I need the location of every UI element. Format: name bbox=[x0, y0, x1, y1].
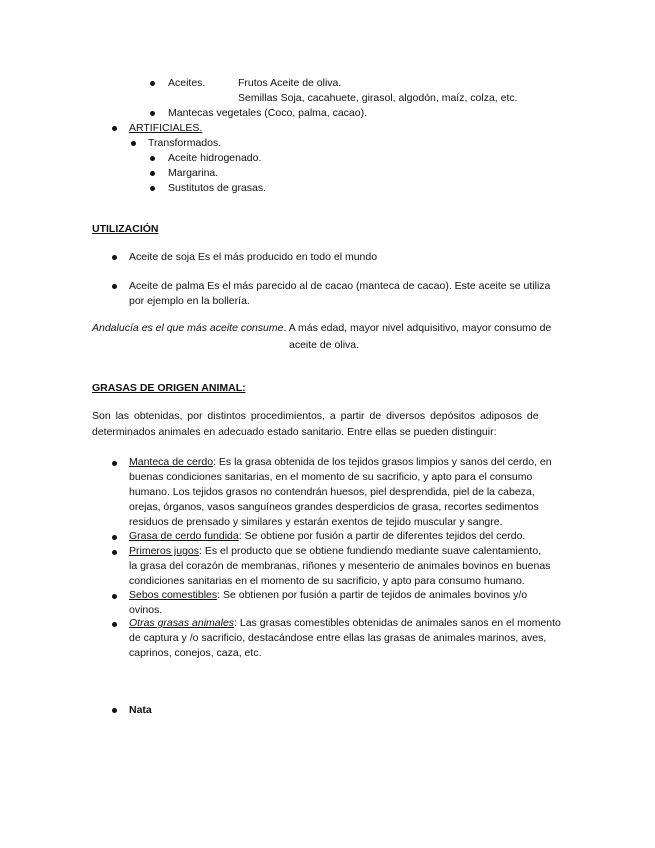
trans-item: Sustitutos de grasas. bbox=[168, 182, 267, 194]
animal-intro-line2: determinados animales en adecuado estado sanitario. Entre ellas se pueden distinguir: bbox=[92, 426, 497, 438]
manteca-line: humano. Los tejidos grasos no contendrán huesos, piel desprendida, piel de la cabeza, bbox=[129, 486, 535, 498]
aceites-label: Aceites. bbox=[168, 77, 206, 89]
primeros-title: Primeros jugos bbox=[129, 545, 200, 557]
animal-intro-line1: Son las obtenidas, por distintos procedimientos, a partir de diversos depósitos adiposos de bbox=[92, 410, 539, 422]
utilizacion-item: Aceite de soja Es el más producido en todo el mundo bbox=[129, 251, 378, 263]
mantecas-item: Mantecas vegetales (Coco, palma, cacao). bbox=[168, 107, 368, 119]
otras-title: Otras grasas animales bbox=[129, 617, 235, 629]
trans-item: Aceite hidrogenado. bbox=[168, 152, 262, 164]
nata-item: Nata bbox=[129, 704, 152, 716]
manteca-line: residuos de prensado y similares y estarán exentos de tejido muscular y sangre. bbox=[129, 516, 503, 528]
bullet bbox=[150, 111, 155, 116]
sebos-line1: Sebos comestibles: Se obtienen por fusión a partir de tejidos de animales bovinos y/o bbox=[129, 589, 528, 601]
trans-item: Margarina. bbox=[168, 167, 219, 179]
bullet bbox=[150, 156, 155, 161]
sebos-title: Sebos comestibles bbox=[129, 589, 218, 601]
manteca-line: buenas condiciones sanitarias, en el momento de su sacrificio, y apto para el consumo bbox=[129, 471, 533, 483]
otras-line1: Otras grasas animales: Las grasas comestibles obtenidas de animales sanos en el momento bbox=[129, 617, 561, 629]
fundida-title: Grasa de cerdo fundida bbox=[129, 530, 239, 542]
utilizacion-note bbox=[92, 322, 551, 334]
bullet bbox=[112, 708, 117, 713]
bullet bbox=[112, 461, 117, 466]
bullet bbox=[150, 81, 155, 86]
primeros-line: la grasa del corazón de membranas, riñones y mesenterio de animales bovinos en buenas bbox=[129, 560, 551, 572]
bullet bbox=[131, 141, 136, 146]
utilizacion-item-cont: por ejemplo en la bollería. bbox=[129, 295, 250, 307]
bullet bbox=[112, 255, 117, 260]
note-italic: Andalucía es el que más aceite consume bbox=[92, 322, 284, 334]
bullet bbox=[112, 126, 117, 131]
bullet bbox=[112, 284, 117, 289]
primeros-line: condiciones sanitarias en el momento de su sacrificio, y apto para consumo humano. bbox=[129, 575, 525, 587]
animal-heading: GRASAS DE ORIGEN ANIMAL: bbox=[92, 382, 246, 394]
otras-line: caprinos, conejos, caza, etc. bbox=[129, 647, 262, 659]
utilizacion-item: Aceite de palma Es el más parecido al de cacao (manteca de cacao). Este aceite se utiliza bbox=[129, 280, 551, 292]
bullet bbox=[150, 171, 155, 176]
manteca-title: Manteca de cerdo bbox=[129, 456, 214, 468]
transformados-item: Transformados. bbox=[148, 137, 222, 149]
manteca-line1: Manteca de cerdo: Es la grasa obtenida de los tejidos grasos limpios y sanos del cerdo, en bbox=[129, 456, 552, 468]
fundida-line: Grasa de cerdo fundida: Se obtiene por fusión a partir de diferentes tejidos del cerdo. bbox=[129, 530, 526, 542]
otras-line: de captura y /o sacrificio, destacándose entre ellas las grasas de animales marinos, aves, bbox=[129, 632, 547, 644]
note-rest: . A más edad, mayor nivel adquisitivo, mayor consumo de bbox=[283, 322, 552, 334]
sebos-line: ovinos. bbox=[129, 604, 163, 616]
artificiales-heading: ARTIFICIALES. bbox=[129, 122, 203, 134]
bullet bbox=[112, 550, 117, 555]
bullet bbox=[150, 186, 155, 191]
utilizacion-heading: UTILIZACIÓN bbox=[92, 223, 159, 235]
utilizacion-note-line2: aceite de oliva. bbox=[289, 339, 360, 351]
aceites-line1: Frutos Aceite de oliva. bbox=[238, 77, 342, 89]
manteca-line: orejas, órganos, vasos sanguíneos grandes desperdicios de grasa, recortes sedimentos bbox=[129, 501, 539, 513]
primeros-line1: Primeros jugos: Es el producto que se obtiene fundiendo mediante suave calentamiento, bbox=[129, 545, 542, 557]
bullet bbox=[112, 622, 117, 627]
bullet bbox=[112, 594, 117, 599]
bullet bbox=[112, 535, 117, 540]
aceites-line2: Semillas Soja, cacahuete, girasol, algodón, maíz, colza, etc. bbox=[238, 92, 518, 104]
